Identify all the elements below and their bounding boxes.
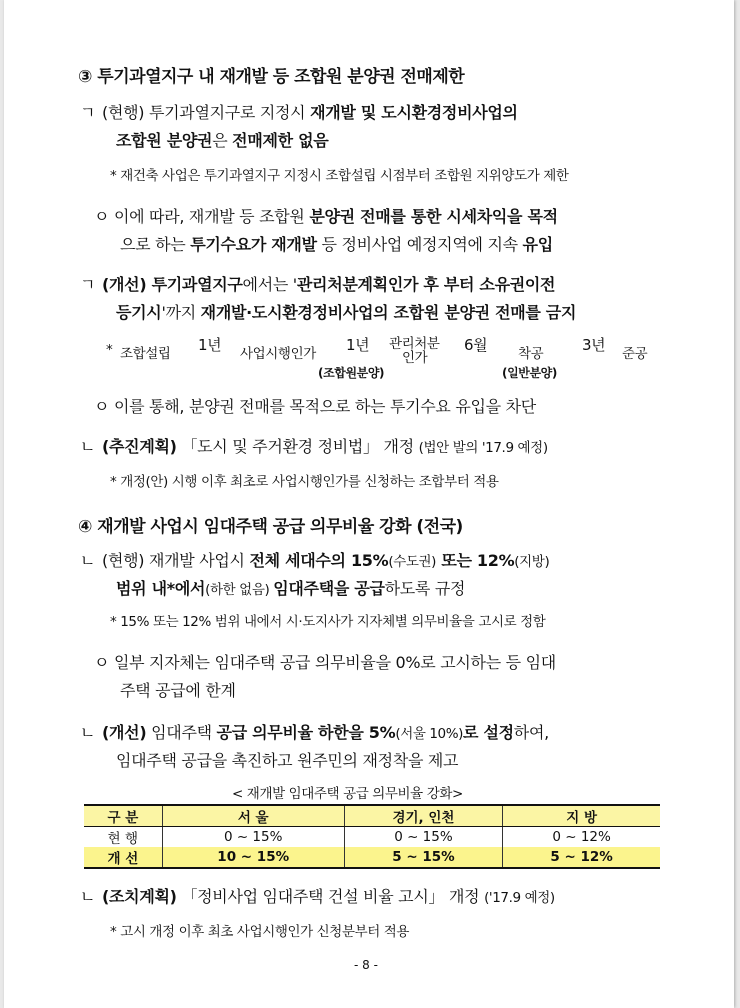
flow-star: * [106, 342, 113, 358]
s3-bullet2: ㅇ 이를 통해, 분양권 전매를 목적으로 하는 투기수요 유입을 차단 [94, 397, 536, 416]
rental-ratio-table [84, 804, 660, 869]
box-bullet-icon: ㄱ [80, 275, 96, 294]
table-header-cell: 경기, 인천 [344, 805, 503, 827]
box-bullet-icon: ㄴ [80, 437, 96, 456]
s4-current-line1: ㄴ (현행) 재개발 사업시 전체 세대수의 15%(수도권) 또는 12%(지방) [80, 548, 549, 571]
s4-bullet1-line1: ㅇ 일부 지자체는 임대주택 공급 의무비율을 0%로 고시하는 등 임대 [94, 653, 556, 672]
s3-improve-line1: ㄱ (개선) 투기과열지구에서는 '관리처분계획인가 후 부터 소유권이전 [80, 272, 555, 295]
s3-current-line2: 조합원 분양권은 전매제한 없음 [116, 131, 329, 150]
table-cell: 0 ~ 12% [503, 827, 660, 848]
box-bullet-icon: ㄴ [80, 887, 96, 906]
table-header-cell: 구 분 [84, 805, 162, 827]
section3-title: ③ 투기과열지구 내 재개발 등 조합원 분양권 전매제한 [78, 67, 465, 87]
flow-duration: 6월 [464, 336, 488, 354]
s3-plan: ㄴ (추진계획) 「도시 및 주거환경 정비법」 개정 (법안 발의 '17.9 예정) [80, 434, 548, 457]
flow-step: 착공 [518, 346, 544, 362]
s4-bullet1-line2: 주택 공급에 한계 [120, 681, 236, 700]
box-bullet-icon: ㄱ [80, 103, 96, 122]
flow-step: 조합설립 [120, 346, 171, 362]
s3-bullet1-line1: ㅇ 이에 따라, 재개발 등 조합원 분양권 전매를 통한 시세차익을 목적 [94, 207, 558, 226]
table-header-cell: 서 울 [162, 805, 344, 827]
flow-step: 사업시행인가 [240, 346, 316, 362]
table-cell: 현 행 [107, 831, 139, 847]
flow-duration: 3년 [582, 336, 606, 354]
section4-title: ④ 재개발 사업시 임대주택 공급 의무비율 강화 (전국) [78, 517, 463, 537]
s3-note2: * 개정(안) 시행 이후 최초로 사업시행인가를 신청하는 조합부터 적용 [110, 474, 499, 490]
flow-step: 인가 [402, 350, 428, 366]
s4-improve-line1: ㄴ (개선) 임대주택 공급 의무비율 하한을 5%(서울 10%)로 설정하여, [80, 720, 549, 743]
table-cell: 10 ~ 15% [162, 847, 344, 868]
s3-bullet1-line2: 으로 하는 투기수요가 재개발 등 정비사업 예정지역에 지속 유입 [120, 235, 553, 254]
s3-improve-line2: 등기시'까지 재개발·도시환경정비사업의 조합원 분양권 전매를 금지 [116, 303, 577, 322]
flow-label-general: (일반분양) [502, 366, 557, 380]
s3-note1: * 재건축 사업은 투기과열지구 지정시 조합설립 시점부터 조합원 지위양도가 제한 [110, 168, 569, 184]
flow-step: 관리처분 [389, 336, 440, 352]
table-header-row [84, 805, 660, 827]
table-header-cell: 지 방 [503, 805, 660, 827]
s4-note1: * 15% 또는 12% 범위 내에서 시·도지사가 지자체별 의무비율을 고시로 정함 [110, 614, 546, 630]
flow-duration: 1년 [198, 336, 222, 354]
document-page [4, 0, 734, 1008]
table-cell: 개 선 [84, 847, 162, 868]
s4-plan: ㄴ (조치계획) 「정비사업 임대주택 건설 비율 고시」 개정 ('17.9 예정) [80, 884, 555, 907]
flow-duration: 1년 [346, 336, 370, 354]
flow-step: 준공 [622, 346, 648, 362]
box-bullet-icon: ㄴ [80, 551, 96, 570]
flow-label-member: (조합원분양) [318, 366, 385, 380]
page-number: - 8 - [354, 958, 378, 972]
s4-improve-line2: 임대주택 공급을 촉진하고 원주민의 재정착을 제고 [116, 751, 459, 770]
table-cell: 5 ~ 15% [344, 847, 503, 868]
s4-current-line2: 범위 내*에서(하한 없음) 임대주택을 공급하도록 규정 [116, 579, 466, 598]
s3-current-line1: ㄱ (현행) 투기과열지구로 지정시 재개발 및 도시환경정비사업의 [80, 100, 518, 123]
table-row [84, 827, 660, 848]
table-cell: 0 ~ 15% [344, 827, 503, 848]
box-bullet-icon: ㄴ [80, 723, 96, 742]
table-cell: 0 ~ 15% [162, 827, 344, 848]
table-row [84, 847, 660, 868]
s4-note2: * 고시 개정 이후 최초 사업시행인가 신청분부터 적용 [110, 924, 410, 940]
table-caption: < 재개발 임대주택 공급 의무비율 강화> [232, 786, 463, 802]
table-cell: 5 ~ 12% [503, 847, 660, 868]
